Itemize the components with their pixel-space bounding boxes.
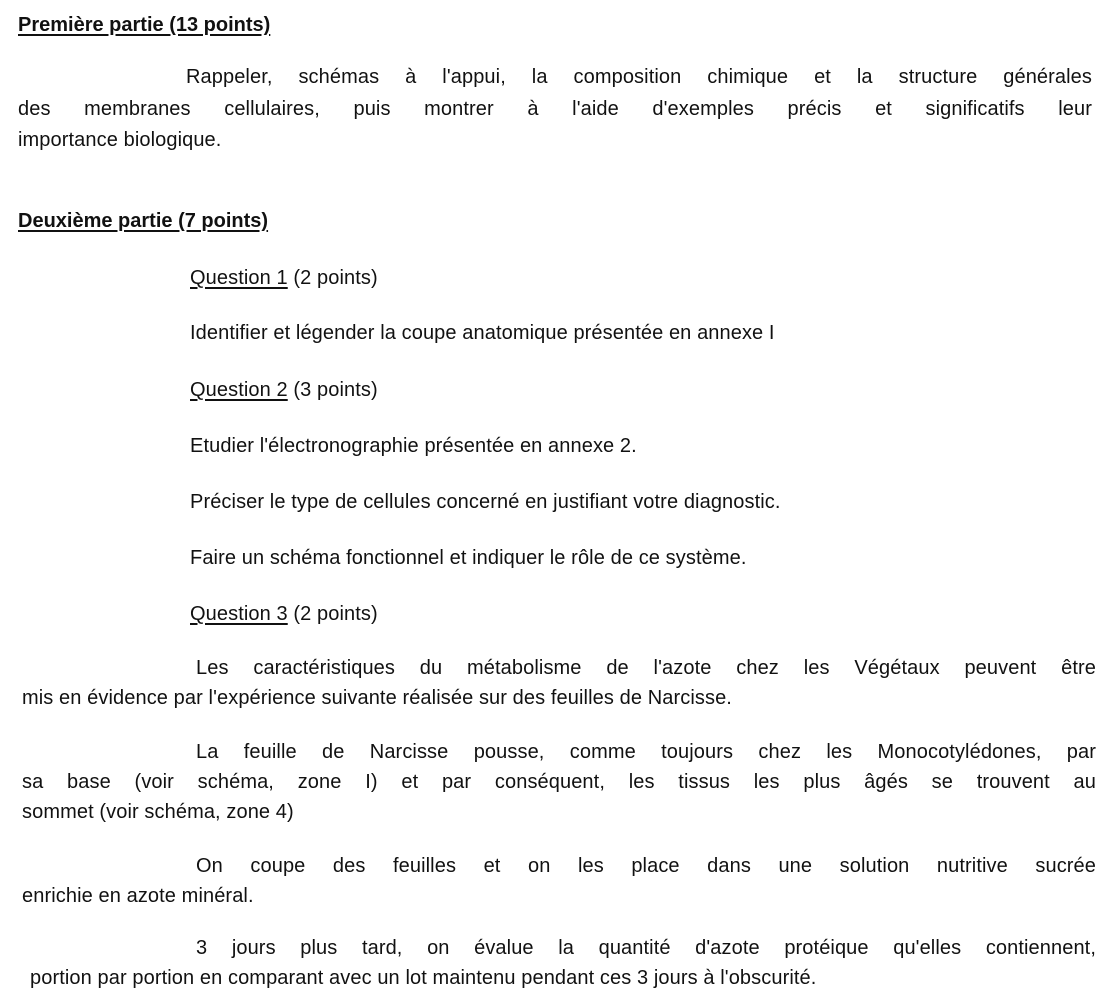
question-3-p2-line-1: La feuille de Narcisse pousse, comme toujours chez les Monocotylédones, par xyxy=(196,741,1096,763)
question-2-line-1: Etudier l'électronographie présentée en annexe 2. xyxy=(190,435,637,457)
question-1-label: Question 1 xyxy=(190,267,288,289)
part1-heading: Première partie (13 points) xyxy=(18,14,271,36)
question-3-p2-line-3: sommet (voir schéma, zone 4) xyxy=(22,801,294,823)
question-2-points: (3 points) xyxy=(287,379,378,401)
question-3-p1-line-1: Les caractéristiques du métabolisme de l'azote chez les Végétaux peuvent être xyxy=(196,657,1096,679)
question-3-p4-line-2: portion par portion en comparant avec un lot maintenu pendant ces 3 jours à l'obscurité. xyxy=(30,967,817,989)
question-3-p3-line-1: On coupe des feuilles et on les place dans une solution nutritive sucrée xyxy=(196,855,1096,877)
question-2-title xyxy=(190,379,378,402)
question-3-points: (2 points) xyxy=(287,603,378,625)
question-3-label: Question 3 xyxy=(190,603,288,625)
question-3-p2-line-2: sa base (voir schéma, zone I) et par conséquent, les tissus les plus âgés se trouvent au xyxy=(22,771,1096,793)
question-3-title xyxy=(190,603,378,626)
question-2-label: Question 2 xyxy=(190,379,288,401)
question-2-line-3: Faire un schéma fonctionnel et indiquer le rôle de ce système. xyxy=(190,547,747,569)
question-3-p1-line-2: mis en évidence par l'expérience suivante réalisée sur des feuilles de Narcisse. xyxy=(22,687,732,709)
question-2-line-2: Préciser le type de cellules concerné en justifiant votre diagnostic. xyxy=(190,491,781,513)
part1-line-1: Rappeler, schémas à l'appui, la composition chimique et la structure générales xyxy=(186,66,1092,88)
question-1-points: (2 points) xyxy=(287,267,378,289)
question-3-p3-line-2: enrichie en azote minéral. xyxy=(22,885,254,907)
part1-line-2: des membranes cellulaires, puis montrer à l'aide d'exemples précis et significatifs leur xyxy=(18,98,1092,120)
part2-heading: Deuxième partie (7 points) xyxy=(18,210,269,232)
question-1-line-1: Identifier et légender la coupe anatomique présentée en annexe I xyxy=(190,322,775,344)
question-1-title xyxy=(190,267,378,290)
question-3-p4-line-1: 3 jours plus tard, on évalue la quantité d'azote protéique qu'elles contiennent, xyxy=(196,937,1096,959)
part1-line-3: importance biologique. xyxy=(18,129,222,151)
